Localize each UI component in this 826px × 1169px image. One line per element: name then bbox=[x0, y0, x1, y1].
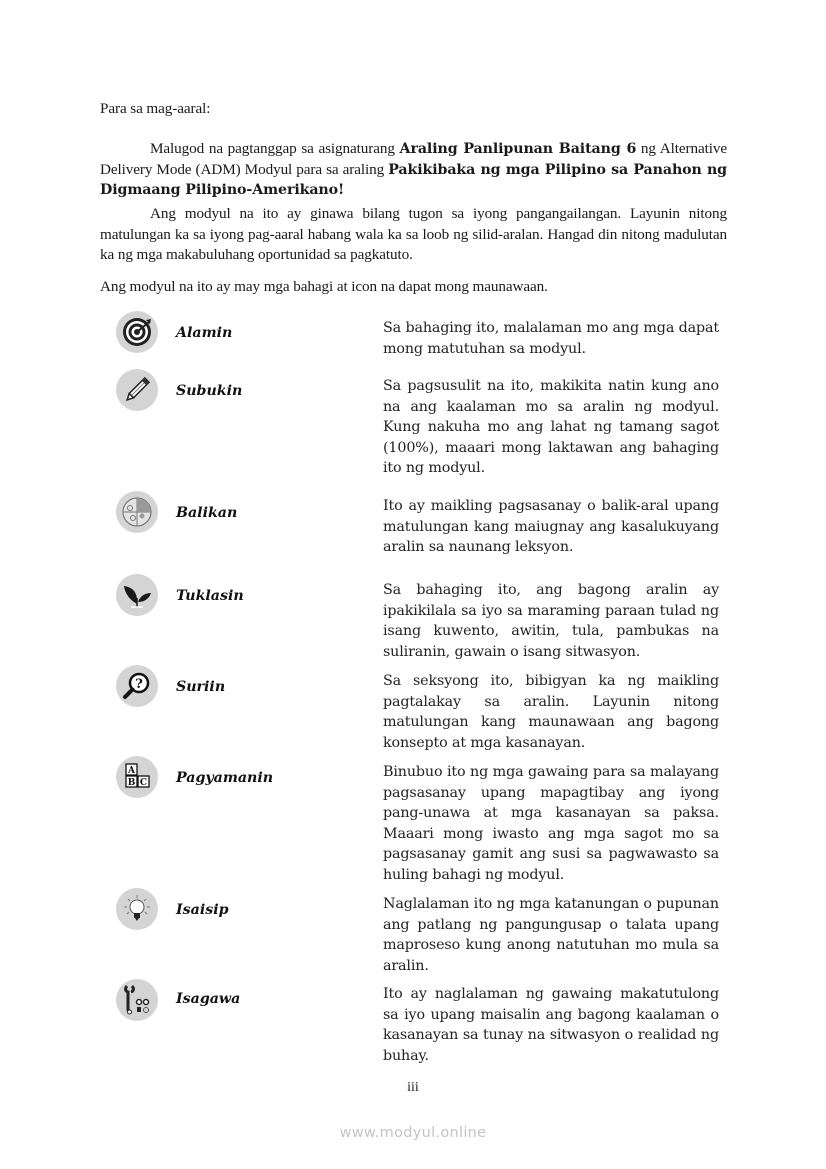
abc-blocks-icon bbox=[116, 756, 158, 798]
intro-text: ng Alternative Delivery Mode (ADM) Modyul para sa araling bbox=[100, 140, 727, 178]
section-description: Sa bahaging ito, ang bagong aralin ay ipakikilala sa iyo sa maraming paraan tulad ng isang kuwento, awitin, tula, pambukas na suliranin, gawain o isang sitwasyon. bbox=[383, 582, 719, 660]
intro-paragraph-1 bbox=[100, 139, 727, 201]
section-label: Subukin bbox=[176, 383, 243, 399]
lightbulb-icon bbox=[116, 888, 158, 930]
puzzle-icon bbox=[116, 491, 158, 533]
magnifier-question-icon bbox=[116, 665, 158, 707]
svg-text:?: ? bbox=[135, 677, 143, 692]
intro-text: Malugod na pagtanggap sa asignaturang bbox=[150, 140, 400, 157]
section-label: Balikan bbox=[176, 505, 238, 521]
section-description: Naglalaman ito ng mga katanungan o pupunan ang patlang ng pangungusap o talata upang maproseso kung anong natutuhan mo mula sa aralin. bbox=[383, 896, 719, 974]
intro-paragraph-3: Ang modyul na ito ay may mga bahagi at icon na dapat mong maunawaan. bbox=[100, 278, 548, 295]
lesson-title: Pakikibaka ng mga Pilipino sa Panahon ng Digmaang Pilipino-Amerikano! bbox=[100, 161, 727, 199]
section-description: Ito ay maikling pagsasanay o balik-aral upang matulungan kang maiugnay ang kasalukuyang aralin sa naunang leksyon. bbox=[383, 498, 719, 556]
section-label: Tuklasin bbox=[176, 588, 244, 604]
section-label: Isaisip bbox=[176, 902, 229, 918]
section-label: Pagyamanin bbox=[176, 770, 274, 786]
page-number: iii bbox=[407, 1080, 419, 1095]
section-label: Alamin bbox=[176, 325, 233, 341]
section-description: Binubuo ito ng mga gawaing para sa malayang pagsasanay upang mapagtibay ang iyong pang-unawa at mga kasanayan sa paksa. Maaari mong iwasto ang mga sagot mo sa pagsasanay gamit ang susi sa pagwawasto sa huling bahagi ng modyul. bbox=[383, 764, 719, 883]
section-label: Suriin bbox=[176, 679, 226, 695]
section-description: Sa seksyong ito, bibigyan ka ng maikling pagtalakay sa aralin. Layunin nitong matulungan kang maunawaan ang bagong konsepto at mga kasanayan. bbox=[383, 673, 719, 751]
section-description: Sa pagsusulit na ito, makikita natin kung ano na ang kaalaman mo sa aralin ng modyul. Kung nakuha mo ang lahat ng tamang sagot (100%), maaari mong laktawan ang bahaging ito ng modyul. bbox=[383, 378, 719, 477]
pencil-icon bbox=[116, 369, 158, 411]
section-description: Sa bahaging ito, malalaman mo ang mga dapat mong matutuhan sa modyul. bbox=[383, 320, 719, 357]
section-description: Ito ay naglalaman ng gawaing makatutulong sa iyo upang maisalin ang bagong kaalaman o kasanayan sa tunay na sitwasyon o realidad ng buhay. bbox=[383, 986, 719, 1064]
wrench-tools-icon bbox=[116, 979, 158, 1021]
sprout-icon bbox=[116, 574, 158, 616]
intro-paragraph-2: Ang modyul na ito ay ginawa bilang tugon sa iyong pangangailangan. Layunin nitong matulungan ka sa iyong pag-aaral habang wala ka sa loob ng silid-aralan. Hangad din nitong madulutan ka ng mga makabuluhang oportunidad sa pagkatuto. bbox=[100, 205, 727, 264]
target-icon bbox=[116, 311, 158, 353]
svg-text:A: A bbox=[128, 766, 135, 776]
watermark: www.modyul.online bbox=[339, 1125, 487, 1141]
section-label: Isagawa bbox=[176, 991, 241, 1007]
svg-text:C: C bbox=[139, 778, 148, 788]
greeting: Para sa mag-aaral: bbox=[100, 100, 211, 117]
svg-text:B: B bbox=[127, 778, 136, 788]
subject-title: Araling Panlipunan Baitang 6 bbox=[399, 141, 637, 157]
